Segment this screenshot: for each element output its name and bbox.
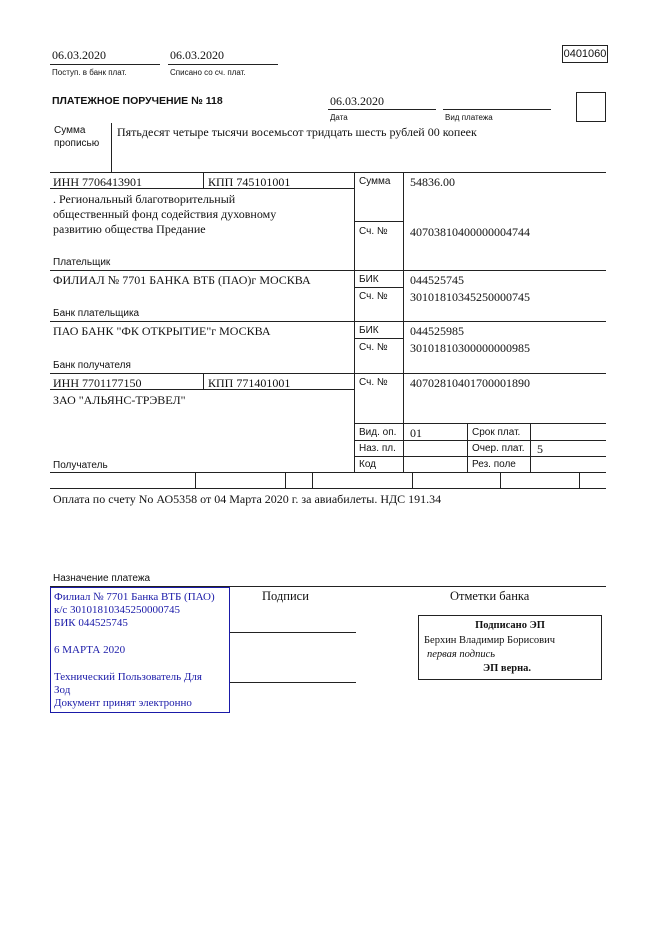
debited-caption: Списано со сч. плат. bbox=[170, 68, 246, 77]
ep-signature-box bbox=[418, 615, 602, 680]
payer-bank-name: ФИЛИАЛ № 7701 БАНКА ВТБ (ПАО)г МОСКВА bbox=[53, 273, 311, 287]
payer-kpp: КПП 745101001 bbox=[208, 175, 291, 189]
payment-type-caption: Вид платежа bbox=[445, 113, 493, 122]
payer-name-line-2: общественный фонд содействия духовному bbox=[53, 207, 277, 221]
payee-bank-bik-label: БИК bbox=[359, 325, 379, 336]
payer-name-line-1: . Региональный благотворительный bbox=[53, 192, 236, 206]
purpose-text: Оплата по счету No АО5358 от 04 Марта 2020 г. за авиабилеты. НДС 191.34 bbox=[53, 492, 442, 506]
payee-caption: Получатель bbox=[53, 460, 108, 471]
ep-status: ЭП верна. bbox=[483, 663, 532, 674]
payee-bank-account-value: 30101810300000000985 bbox=[410, 341, 530, 355]
ep-signer-role: первая подпись bbox=[427, 649, 496, 660]
op-code-label: Код bbox=[359, 459, 377, 470]
payee-inn: ИНН 7701177150 bbox=[53, 376, 142, 390]
op-priority-value: 5 bbox=[537, 442, 543, 456]
bank-marks-caption: Отметки банка bbox=[450, 589, 530, 603]
signatures-caption: Подписи bbox=[262, 589, 309, 603]
op-term-label: Срок плат. bbox=[472, 427, 521, 438]
amount-words-label-2: прописью bbox=[54, 138, 100, 149]
op-type-value: 01 bbox=[410, 426, 422, 440]
op-purpose-label: Наз. пл. bbox=[359, 443, 396, 454]
payee-account-value: 40702810401700001890 bbox=[410, 376, 530, 390]
payer-bank-bik-label: БИК bbox=[359, 274, 379, 285]
bank-stamp bbox=[50, 587, 230, 713]
payer-bank-account-value: 30101810345250000745 bbox=[410, 290, 530, 304]
payer-inn: ИНН 7706413901 bbox=[53, 175, 142, 189]
payee-bank-name: ПАО БАНК "ФК ОТКРЫТИЕ"г МОСКВА bbox=[53, 324, 271, 338]
bank-stamp-line-3: БИК 044525745 bbox=[54, 617, 128, 629]
payee-account-label: Сч. № bbox=[359, 377, 388, 388]
bank-stamp-line-6: Зод bbox=[54, 684, 71, 696]
payee-bank-caption: Банк получателя bbox=[53, 360, 131, 371]
received-date: 06.03.2020 bbox=[52, 48, 106, 62]
purpose-caption: Назначение платежа bbox=[53, 573, 151, 584]
payer-name-line-3: развитию общества Предание bbox=[53, 222, 206, 236]
bank-stamp-line-1: Филиал № 7701 Банка ВТБ (ПАО) bbox=[54, 591, 215, 603]
bank-stamp-date: 6 МАРТА 2020 bbox=[54, 644, 126, 656]
op-priority-label: Очер. плат. bbox=[472, 443, 525, 454]
payer-account-label: Сч. № bbox=[359, 226, 388, 237]
payer-sum-label: Сумма bbox=[359, 176, 391, 187]
amount-words-text: Пятьдесят четыре тысячи восемьсот тридцать шесть рублей 00 копеек bbox=[117, 125, 477, 139]
payer-bank-caption: Банк плательщика bbox=[53, 308, 140, 319]
op-reserve-label: Рез. поле bbox=[472, 459, 516, 470]
payer-caption: Плательщик bbox=[53, 257, 111, 268]
payer-bank-bik-value: 044525745 bbox=[410, 273, 464, 287]
payee-bank-account-label: Сч. № bbox=[359, 342, 388, 353]
payer-bank-account-label: Сч. № bbox=[359, 291, 388, 302]
bank-stamp-line-2: к/с 30101810345250000745 bbox=[54, 604, 181, 616]
bank-stamp-line-7: Документ принят электронно bbox=[54, 697, 192, 709]
order-date: 06.03.2020 bbox=[330, 94, 384, 108]
ep-signer-name: Берхин Владимир Борисович bbox=[424, 635, 555, 646]
amount-words-label-1: Сумма bbox=[54, 125, 86, 136]
bank-stamp-line-5: Технический Пользователь Для bbox=[54, 671, 202, 683]
order-title: ПЛАТЕЖНОЕ ПОРУЧЕНИЕ № 118 bbox=[52, 95, 223, 107]
payee-bank-bik-value: 044525985 bbox=[410, 324, 464, 338]
ep-title: Подписано ЭП bbox=[475, 620, 545, 631]
payee-kpp: КПП 771401001 bbox=[208, 376, 291, 390]
payer-sum-value: 54836.00 bbox=[410, 175, 455, 189]
op-type-label: Вид. оп. bbox=[359, 427, 397, 438]
order-date-caption: Дата bbox=[330, 113, 348, 122]
received-caption: Поступ. в банк плат. bbox=[52, 68, 127, 77]
form-code: 0401060 bbox=[562, 45, 608, 63]
payer-account-value: 40703810400000004744 bbox=[410, 225, 530, 239]
payer-status-box bbox=[576, 92, 606, 122]
debited-date: 06.03.2020 bbox=[170, 48, 224, 62]
payee-name: ЗАО "АЛЬЯНС-ТРЭВЕЛ" bbox=[53, 393, 186, 407]
